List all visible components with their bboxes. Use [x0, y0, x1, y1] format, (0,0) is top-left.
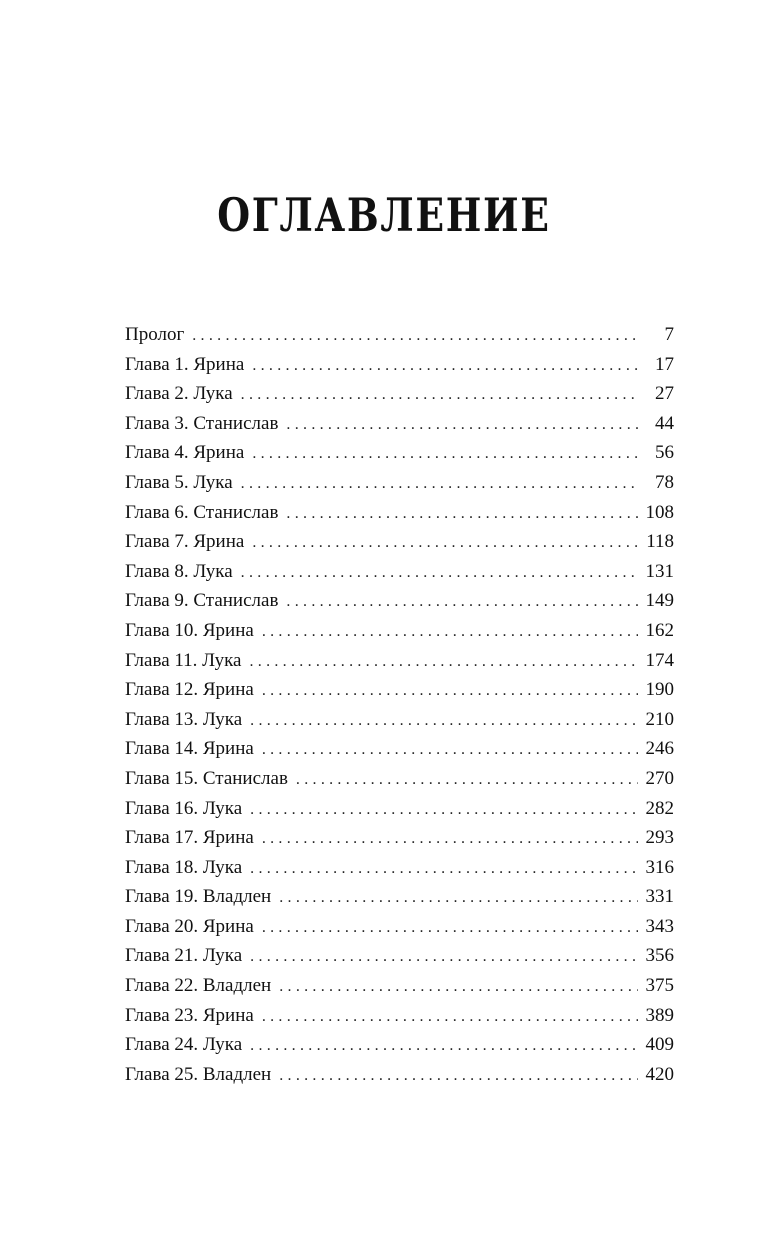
dot-leader [249, 647, 637, 676]
toc-entry [125, 438, 674, 468]
toc-entry [125, 468, 674, 498]
toc-entry-label: Глава 22. Владлен [125, 975, 272, 997]
toc-entry-label: Глава 11. Лука [125, 649, 242, 671]
toc-entry-page-number: 149 [645, 590, 674, 612]
toc-entry [125, 882, 674, 912]
toc-entry-label: Глава 10. Ярина [125, 619, 254, 641]
toc-entry [125, 498, 674, 528]
toc-entry-page-number: 118 [646, 531, 674, 553]
toc-entry-label: Глава 15. Станислав [125, 767, 288, 789]
toc-entry-page-number: 190 [645, 679, 674, 701]
toc-entry [125, 409, 674, 439]
toc-entry [125, 912, 674, 942]
toc-entry-page-number: 331 [645, 886, 674, 908]
toc-entry-page-number: 17 [655, 353, 674, 375]
dot-leader [279, 972, 637, 1001]
toc-entry-page-number: 270 [645, 767, 674, 789]
toc-entry-page-number: 293 [645, 827, 674, 849]
toc-entry [125, 794, 674, 824]
toc-entry-page-number: 282 [645, 797, 674, 819]
toc-entry-page-number: 108 [645, 501, 674, 523]
toc-entry [125, 557, 674, 587]
dot-leader [296, 765, 638, 794]
dot-leader [241, 469, 638, 498]
dot-leader [279, 883, 637, 912]
dot-leader [250, 1031, 637, 1060]
toc-entry-label: Глава 17. Ярина [125, 827, 254, 849]
dot-leader [286, 499, 637, 528]
dot-leader [262, 913, 638, 942]
toc-entry-label: Глава 21. Лука [125, 945, 243, 967]
dot-leader [250, 854, 637, 883]
dot-leader [262, 676, 638, 705]
toc-entry-page-number: 7 [664, 324, 674, 345]
dot-leader [279, 1061, 637, 1090]
dot-leader [250, 942, 637, 971]
toc-entry [125, 823, 674, 853]
toc-entry [125, 586, 674, 616]
toc-entry [125, 971, 674, 1001]
toc-entry-label: Глава 1. Ярина [125, 353, 245, 375]
toc-entry-page-number: 343 [645, 915, 674, 937]
toc-entry-label: Глава 9. Станислав [125, 590, 279, 612]
toc-entry [125, 675, 674, 705]
toc-entry-page-number: 210 [645, 708, 674, 730]
toc-entry-page-number: 246 [645, 738, 674, 760]
toc-entry [125, 1060, 674, 1090]
dot-leader [262, 735, 638, 764]
toc-entry-label: Глава 25. Владлен [125, 1063, 272, 1085]
dot-leader [252, 528, 638, 557]
toc-entry-page-number: 78 [655, 471, 674, 493]
toc-entry [125, 734, 674, 764]
toc-entry-page-number: 162 [645, 619, 674, 641]
toc-entry-label: Пролог [125, 324, 185, 345]
toc-entry [125, 379, 674, 409]
dot-leader [192, 321, 638, 350]
toc-entry-label: Глава 2. Лука [125, 383, 233, 405]
toc-entry-page-number: 174 [645, 649, 674, 671]
toc-entry-label: Глава 4. Ярина [125, 442, 245, 464]
toc-entry-page-number: 356 [645, 945, 674, 967]
toc-entry [125, 1030, 674, 1060]
toc-entry [125, 1001, 674, 1031]
toc-entry-label: Глава 7. Ярина [125, 531, 245, 553]
dot-leader [241, 558, 638, 587]
dot-leader [262, 617, 638, 646]
toc-entry-page-number: 56 [655, 442, 674, 464]
toc-entry-label: Глава 19. Владлен [125, 886, 272, 908]
toc-entry-label: Глава 23. Ярина [125, 1004, 254, 1026]
dot-leader [286, 410, 638, 439]
table-of-contents [125, 320, 674, 1089]
page-title: ОГЛАВЛЕНИЕ [217, 188, 551, 242]
dot-leader [262, 824, 638, 853]
dot-leader [252, 439, 638, 468]
toc-entry [125, 764, 674, 794]
toc-entry [125, 320, 674, 350]
toc-entry-label: Глава 14. Ярина [125, 738, 254, 760]
dot-leader [286, 587, 637, 616]
toc-entry-label: Глава 18. Лука [125, 856, 243, 878]
toc-entry-label: Глава 20. Ярина [125, 915, 254, 937]
dot-leader [250, 706, 637, 735]
toc-entry [125, 527, 674, 557]
toc-entry [125, 350, 674, 380]
dot-leader [250, 795, 637, 824]
toc-entry-label: Глава 3. Станислав [125, 412, 279, 434]
toc-entry-label: Глава 16. Лука [125, 797, 243, 819]
toc-entry-label: Глава 6. Станислав [125, 501, 279, 523]
toc-entry [125, 705, 674, 735]
toc-entry-label: Глава 5. Лука [125, 471, 233, 493]
toc-entry-label: Глава 24. Лука [125, 1034, 243, 1056]
toc-entry-page-number: 409 [645, 1034, 674, 1056]
toc-entry-label: Глава 13. Лука [125, 708, 243, 730]
toc-entry [125, 646, 674, 676]
toc-entry-page-number: 420 [645, 1063, 674, 1085]
dot-leader [262, 1002, 638, 1031]
toc-entry [125, 941, 674, 971]
toc-entry-page-number: 389 [645, 1004, 674, 1026]
dot-leader [252, 351, 638, 380]
dot-leader [241, 380, 638, 409]
toc-entry-page-number: 131 [645, 560, 674, 582]
toc-entry-page-number: 27 [655, 383, 674, 405]
toc-entry-page-number: 44 [655, 412, 674, 434]
toc-entry [125, 853, 674, 883]
toc-entry-page-number: 375 [645, 975, 674, 997]
toc-entry-label: Глава 12. Ярина [125, 679, 254, 701]
toc-entry-page-number: 316 [645, 856, 674, 878]
toc-entry-label: Глава 8. Лука [125, 560, 233, 582]
toc-entry [125, 616, 674, 646]
